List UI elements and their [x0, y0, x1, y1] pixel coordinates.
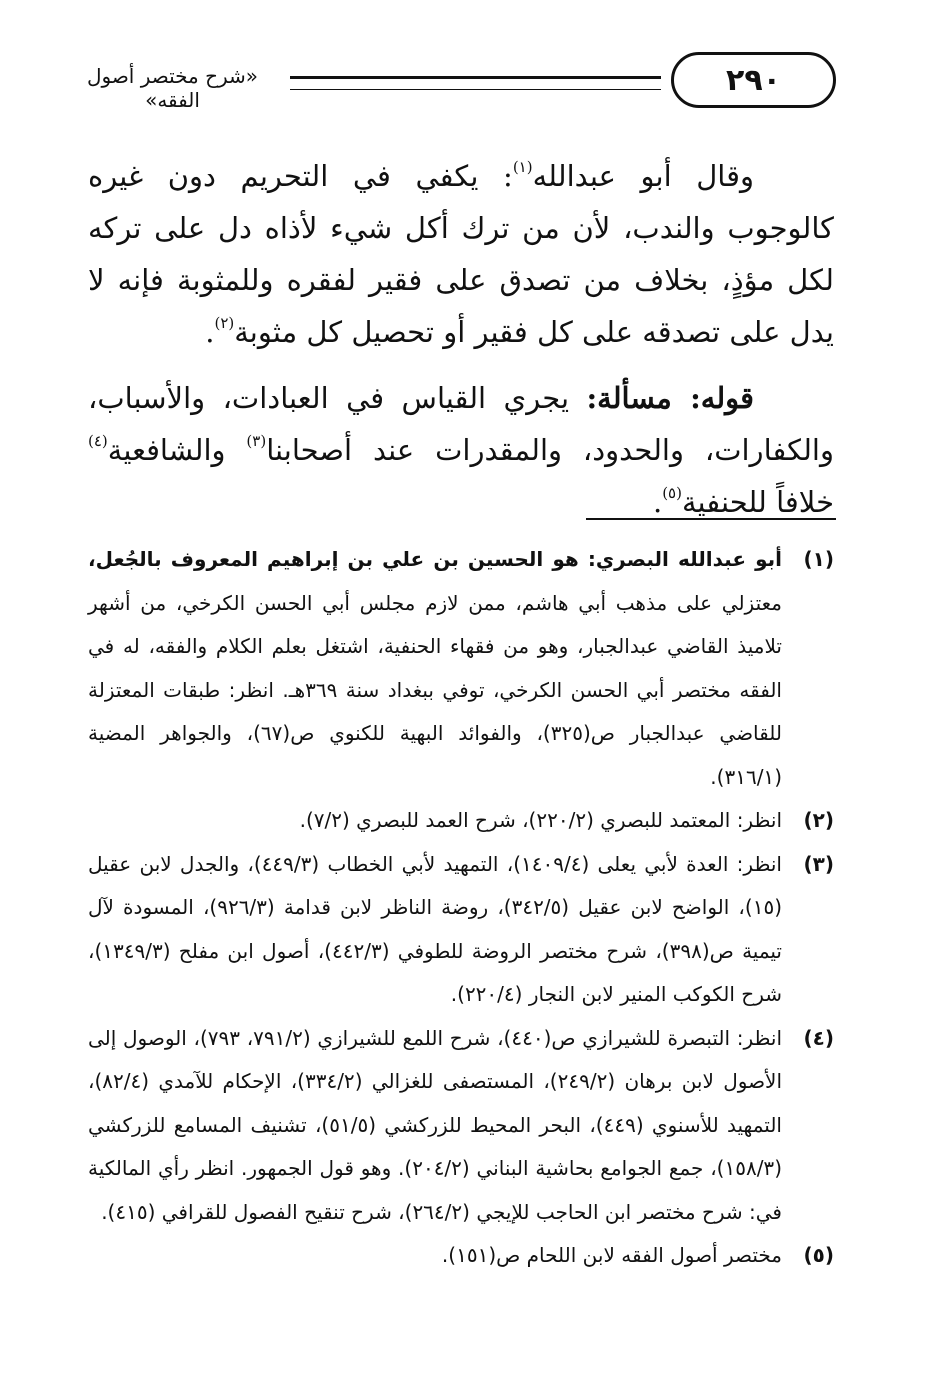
footnote-ref-4: (٤): [88, 432, 108, 450]
paragraph-2-text-d: .: [652, 485, 663, 519]
footnote-body: معتزلي على مذهب أبي هاشم، ممن لازم مجلس أبي الحسن الكرخي، من أشهر تلاميذ القاضي عبدالجبار، وهو من فقهاء الحنفية، اشتغل بعلم الكلام والفقه، له في الفقه مختصر أبي الحسن الكرخي، توفي ببغداد سنة ٣٦٩هـ. انظر: طبقات المعتزلة للقاضي عبدالجبار ص(٣٢٥)، والفوائد البهية للكنوي ص(٦٧)، والجواهر المضية (٣١٦/١).: [88, 590, 782, 789]
paragraph-2-text-a: يجري القياس في العبادات، والأسباب، والكفارات، والحدود، والمقدرات عند أصحابنا: [88, 381, 834, 467]
footnote-1: [88, 538, 834, 799]
main-text: [88, 150, 834, 528]
footnote-5: [88, 1234, 834, 1278]
page-header: [60, 52, 836, 112]
footnote-number: (٣): [803, 851, 834, 876]
footnote-number: (٤): [803, 1025, 834, 1050]
footnote-number: (١): [803, 547, 834, 571]
footnote-ref-1: (١): [512, 158, 533, 176]
footnote-text: انظر: العدة لأبي يعلى (١٤٠٩/٤)، التمهيد لأبي الخطاب (٤٤٩/٣)، والجدل لابن عقيل (١٥)، الواضح لابن عقيل (٣٤٢/٥)، روضة الناظر لابن قدامة (٩٢٦/٣)، المسودة لآل تيمية ص(٣٩٨)، شرح مختصر الروضة للطوفي (٤٤٢/٣)، أصول ابن مفلح (١٣٤٩/٣)، شرح الكوكب المنير لابن النجار (٢٢٠/٤).: [88, 851, 783, 1006]
footnote-number: (٥): [803, 1243, 834, 1267]
header-rule: [290, 76, 661, 90]
footnote-text: انظر: التبصرة للشيرازي ص(٤٤٠)، شرح اللمع للشيرازي (٧٩١/٢، ٧٩٣)، الوصول إلى الأصول لابن برهان (٢٤٩/٢)، المستصفى للغزالي (٣٣٤/٢)، الإحكام للآمدي (٨٢/٤)، التمهيد للأسنوي (٤٤٩)، البحر المحيط للزركشي (٥١/٥)، تشنيف المسامع للزركشي (١٥٨/٣)، جمع الجوامع بحاشية البناني (٢٠٤/٢). وهو قول الجمهور. انظر رأي المالكية في: شرح مختصر ابن الحاجب للإيجي (٢٦٤/٢)، شرح تنقيح الفصول للقرافي (٤١٥).: [88, 1025, 783, 1224]
paragraph-1-text-a: وقال أبو عبدالله: [532, 159, 754, 193]
page-number: ٢٩٠: [671, 52, 836, 108]
footnote-3: [88, 843, 834, 1017]
paragraph-1-text-b: : يكفي في التحريم دون غيره كالوجوب والندب، لأن من ترك أكل شيء لأذاه دل على تركه لكل مؤذٍ، بخلاف من تصدق على فقير لفقره وللمثوبة فإنه لا يدل على تصدقه على كل فقير أو تحصيل كل مثوبة: [88, 159, 834, 349]
paragraph-2-text-c: خلافاً للحنفية: [681, 485, 834, 519]
paragraph-2: [88, 372, 834, 528]
footnote-ref-2: (٢): [214, 314, 235, 332]
paragraph-1: [88, 150, 834, 358]
footnote-text: انظر: المعتمد للبصري (٢٢٠/٢)، شرح العمد للبصري (٧/٢).: [299, 808, 782, 832]
footnote-ref-3: (٣): [246, 432, 267, 450]
footnote-text: [88, 538, 782, 799]
paragraph-2-lead: قوله: مسألة:: [586, 381, 754, 415]
footnote-2: [88, 799, 834, 843]
footnotes: [88, 538, 834, 1278]
footnote-divider: [586, 518, 836, 520]
footnote-4: [88, 1017, 834, 1235]
paragraph-2-text-b: والشافعية: [107, 433, 247, 467]
running-title: «شرح مختصر أصول الفقه»: [86, 64, 259, 112]
footnote-number: (٢): [803, 808, 834, 832]
footnote-ref-5: (٥): [662, 484, 682, 502]
footnote-lead: أبو عبدالله البصري: هو الحسين بن علي بن إبراهيم المعروف بالجُعل،: [88, 547, 782, 571]
paragraph-1-text-c: .: [205, 315, 215, 349]
footnote-text: مختصر أصول الفقه لابن اللحام ص(١٥١).: [441, 1243, 782, 1267]
